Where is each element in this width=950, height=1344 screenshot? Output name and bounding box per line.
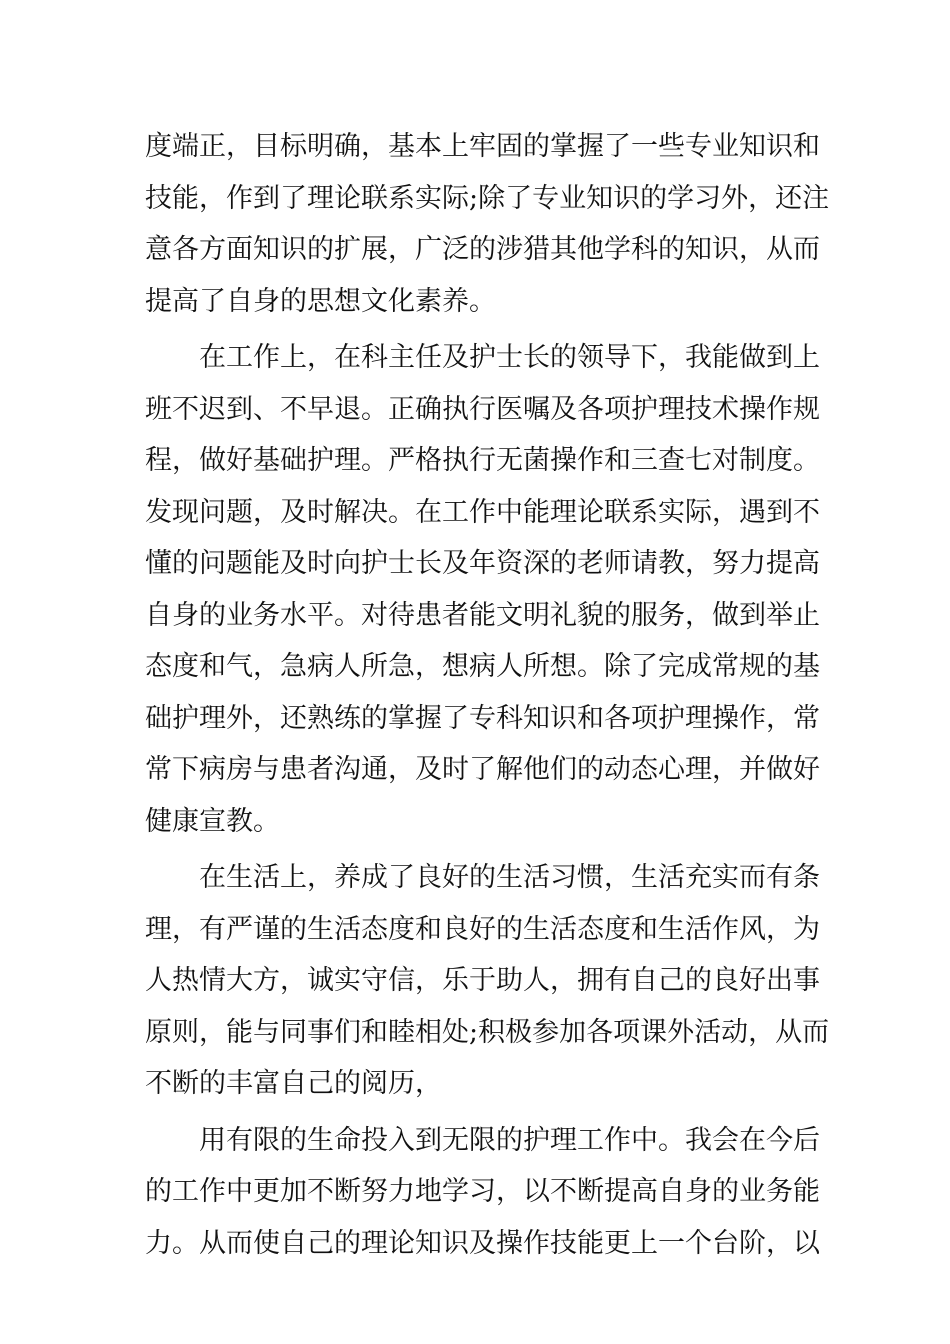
document-body [145,121,830,1274]
text-line: 班不迟到、不早退。正确执行医嘱及各项护理技术操作规 [145,393,820,425]
text-line: 态度和气，急病人所急，想病人所想。除了完成常规的基 [145,651,820,682]
paragraph-3 [145,852,830,1110]
paragraph-2 [145,332,820,847]
text-line: 发现问题，及时解决。在工作中能理论联系实际，遇到不 [145,496,820,528]
text-line: 技能，作到了理论联系实际;除了专业知识的学习外，还注 [145,182,830,214]
text-line: 人热情大方，诚实守信，乐于助人，拥有自己的良好出事 [145,965,820,996]
text-line: 础护理外，还熟练的掌握了专科知识和各项护理操作，常 [145,702,820,734]
text-line: 度端正，目标明确，基本上牢固的掌握了一些专业知识和 [145,131,820,162]
text-line: 在工作上，在科主任及护士长的领导下，我能做到上 [199,342,820,373]
text-line: 提高了自身的思想文化素养。 [145,285,496,317]
text-line: 健康宣教。 [145,805,280,837]
text-line: 常下病房与患者沟通，及时了解他们的动态心理，并做好 [145,754,820,785]
text-line: 不断的丰富自己的阅历， [145,1068,442,1099]
paragraph-1 [145,121,830,327]
text-line: 懂的问题能及时向护士长及年资深的老师请教，努力提高 [145,548,820,579]
text-line: 的工作中更加不断努力地学习，以不断提高自身的业务能 [145,1176,820,1207]
text-line: 理，有严谨的生活态度和良好的生活态度和生活作风，为 [145,913,820,945]
text-line: 程，做好基础护理。严格执行无菌操作和三查七对制度。 [145,445,820,476]
text-line: 原则，能与同事们和睦相处;积极参加各项课外活动，从而 [145,1016,830,1048]
text-line: 意各方面知识的扩展，广泛的涉猎其他学科的知识，从而 [145,234,820,265]
text-line: 力。从而使自己的理论知识及操作技能更上一个台阶，以 [145,1227,820,1259]
text-line: 自身的业务水平。对待患者能文明礼貌的服务，做到举止 [145,599,820,631]
text-line: 用有限的生命投入到无限的护理工作中。我会在今后 [199,1124,820,1156]
text-line: 在生活上，养成了良好的生活习惯，生活充实而有条 [199,862,820,893]
paragraph-4 [145,1115,820,1270]
